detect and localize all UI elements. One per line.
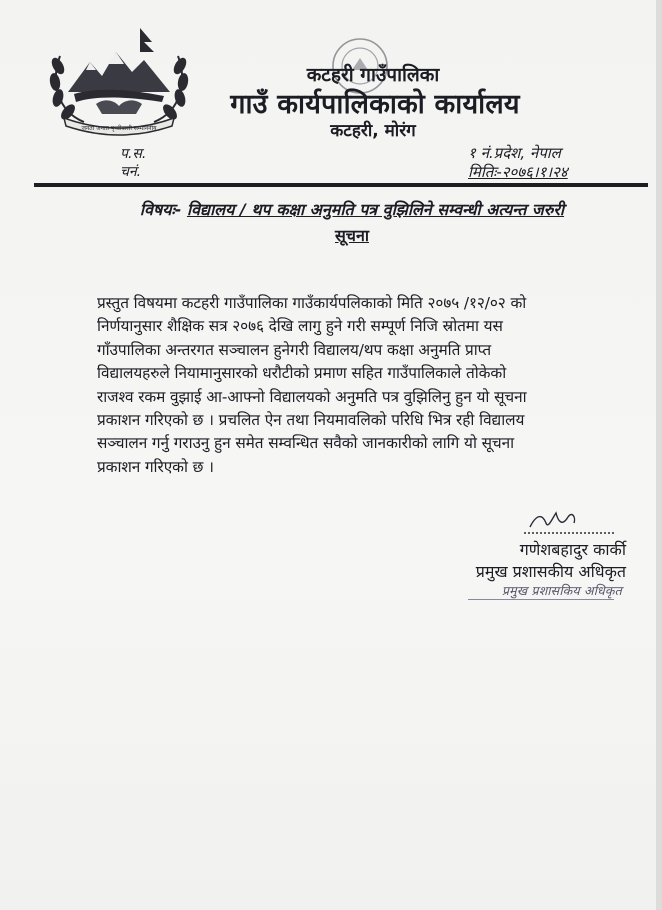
nepal-emblem-icon: [44, 22, 194, 140]
date-line: [468, 162, 568, 182]
signatory-title: प्रमुख प्रशासकीय अधिकृत: [475, 562, 626, 581]
signatory-stamp: प्रमुख प्रशासकिय अधिकृत: [501, 583, 622, 598]
date-label: मितिः-: [468, 163, 502, 181]
page-edge: [656, 0, 662, 910]
subject-label: विषयः-: [139, 200, 182, 219]
body-line: प्रकाशन गरिएको छ । प्रचलित ऐन तथा नियमावलिको परिधि भित्र रही विद्यालय: [97, 411, 525, 430]
body-line: विद्यालयहरुले नियामानुसारको धरौटीको प्रमाण सहित गाउँपालिकाले तोकेको: [97, 364, 507, 383]
body-line: सञ्चालन गर्नु गराउनु हुन समेत सम्वन्धित सवैको जानकारीको लागि यो सूचना: [97, 434, 515, 453]
office-name: कटहरी गाउँपालिका: [306, 64, 440, 86]
date-value: २०७६।१।२४: [501, 163, 568, 181]
subject-line: [62, 199, 642, 221]
office-title: गाउँ कार्यपालिकाको कार्यालय: [230, 89, 520, 120]
signatory-name: गणेशबहादुर कार्की: [519, 540, 626, 559]
header-divider: [34, 183, 648, 187]
subject-text-cont: सूचना: [334, 226, 369, 245]
body-line: प्रकाशन गरिएको छ ।: [97, 457, 214, 476]
province-line: १ नं.प्रदेश, नेपाल: [468, 144, 561, 162]
ref-ps-label: प.स.: [120, 146, 147, 162]
signature-icon: [522, 505, 618, 537]
subject-text: विद्यालय / थप कक्षा अनुमति पत्र वुझिलिने सम्वन्धी अत्यन्त जरुरी: [186, 200, 565, 219]
notice-body: [97, 292, 625, 479]
stamp-underline: [468, 599, 614, 600]
body-line: निर्णयानुसार शैक्षिक सत्र २०७६ देखि लागु हुने गरी सम्पूर्ण निजि स्रोतमा यस: [97, 317, 503, 336]
emblem-banner-text: जनता जनता पृथ्वीवासी सम्माननीय: [81, 125, 157, 132]
body-line: राजश्व रकम वुझाई आ-आफ्नो विद्यालयको अनुमति पत्र वुझिलिनु हुन यो सूचना: [97, 387, 527, 406]
office-address: कटहरी, मोरंग: [330, 121, 416, 141]
ref-chan-label: चनं.: [120, 164, 142, 180]
body-line: प्रस्तुत विषयमा कटहरी गाउँपालिका गाउँकार्यपलिकाको मिति २०७५ /१२/०२ को: [97, 294, 527, 312]
body-line: गाँउपालिका अन्तरगत सञ्चालन हुनेगरी विद्यालय/थप कक्षा अनुमति प्राप्त: [97, 340, 491, 359]
